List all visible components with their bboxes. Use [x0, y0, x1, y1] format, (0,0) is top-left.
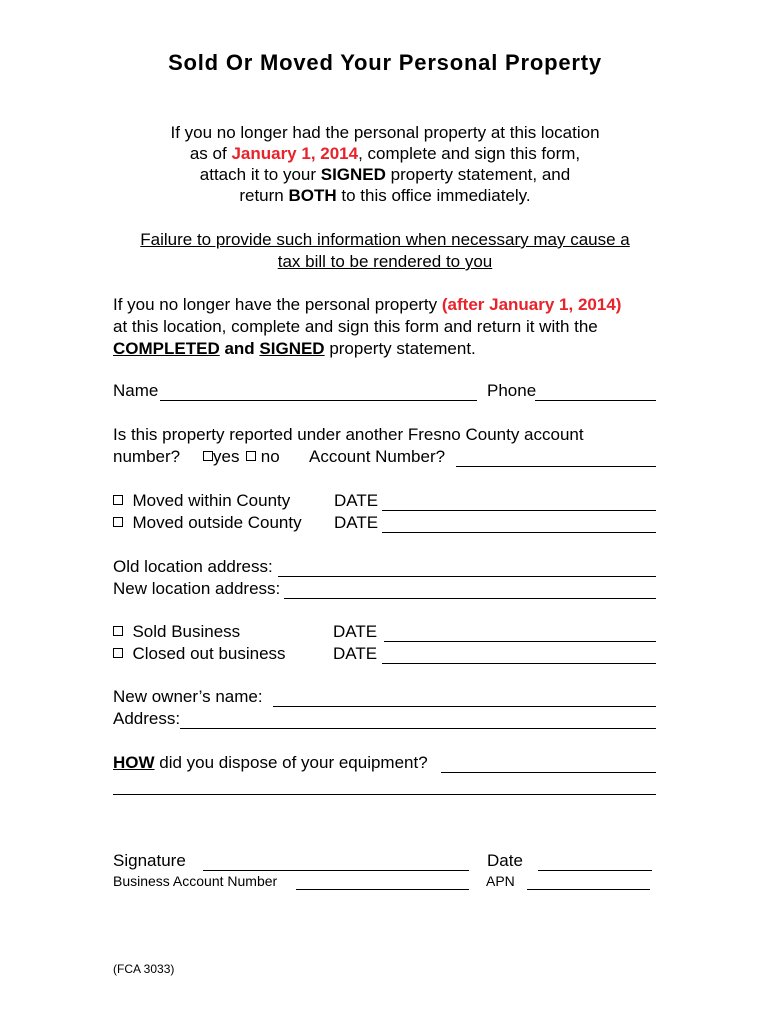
old-location-label: Old location address:	[113, 557, 273, 576]
intro-line-2: as of January 1, 2014, complete and sign this form,	[189, 144, 581, 163]
apn-field[interactable]	[527, 889, 650, 890]
signature-field[interactable]	[203, 870, 469, 871]
sold-business-date-field[interactable]	[384, 641, 656, 642]
new-owner-field[interactable]	[273, 706, 656, 707]
closed-business-checkbox[interactable]	[113, 648, 123, 658]
closed-business-option[interactable]: Closed out business	[113, 644, 286, 664]
sold-business-date-label: DATE	[333, 622, 378, 641]
apn-label: APN	[486, 873, 515, 889]
sold-business-checkbox[interactable]	[113, 626, 123, 636]
no-checkbox[interactable]	[246, 451, 256, 461]
after-line-1: If you no longer have the personal property (after January 1, 2014)	[113, 295, 622, 314]
reported-question: Is this property reported under another Fresno County account	[113, 425, 584, 444]
name-field[interactable]	[160, 400, 477, 401]
intro-line-3: attach it to your SIGNED property statement, and	[199, 165, 571, 184]
reported-question-2: number?	[113, 447, 181, 466]
yes-checkbox[interactable]	[203, 451, 213, 461]
how-question: HOW did you dispose of your equipment?	[113, 753, 428, 772]
page-title: Sold Or Moved Your Personal Property	[168, 50, 602, 75]
new-location-label: New location address:	[113, 579, 281, 598]
phone-label: Phone	[487, 381, 537, 400]
moved-outside-date-field[interactable]	[382, 532, 656, 533]
form-code: (FCA 3033)	[113, 962, 175, 976]
closed-business-date-label: DATE	[333, 644, 378, 663]
address-label: Address:	[113, 709, 181, 728]
closed-business-date-field[interactable]	[382, 663, 656, 664]
intro-line-1: If you no longer had the personal property at this location	[170, 123, 600, 142]
warning-line-1: Failure to provide such information when necessary may cause a	[140, 230, 630, 249]
moved-within-date-label: DATE	[334, 491, 379, 510]
moved-outside-checkbox[interactable]	[113, 517, 123, 527]
intro-line-4: return BOTH to this office immediately.	[239, 186, 531, 205]
signature-label: Signature	[113, 851, 186, 870]
after-line-3: COMPLETED and SIGNED property statement.	[113, 339, 476, 358]
moved-outside-date-label: DATE	[334, 513, 379, 532]
phone-field[interactable]	[535, 400, 656, 401]
intro-date: January 1, 2014	[231, 144, 359, 163]
new-owner-label: New owner’s name:	[113, 687, 263, 706]
business-account-field[interactable]	[296, 889, 469, 890]
no-option[interactable]: no	[246, 447, 280, 467]
moved-outside-option[interactable]: Moved outside County	[113, 513, 302, 533]
moved-within-option[interactable]: Moved within County	[113, 491, 290, 511]
old-location-field[interactable]	[278, 576, 656, 577]
yes-option[interactable]: yes	[203, 447, 239, 467]
moved-within-checkbox[interactable]	[113, 495, 123, 505]
date-field[interactable]	[538, 870, 652, 871]
warning-line-2: tax bill to be rendered to you	[277, 252, 493, 271]
moved-within-date-field[interactable]	[382, 510, 656, 511]
how-field[interactable]	[441, 772, 656, 773]
sold-business-option[interactable]: Sold Business	[113, 622, 240, 642]
new-location-field[interactable]	[284, 598, 656, 599]
name-label: Name	[113, 381, 159, 400]
account-number-field[interactable]	[456, 466, 656, 467]
account-number-label: Account Number?	[309, 447, 446, 466]
business-account-label: Business Account Number	[113, 873, 278, 889]
after-line-2: at this location, complete and sign this form and return it with the	[113, 317, 598, 336]
date-label: Date	[487, 851, 523, 870]
address-field[interactable]	[180, 728, 656, 729]
how-field-line-2[interactable]	[113, 794, 656, 795]
